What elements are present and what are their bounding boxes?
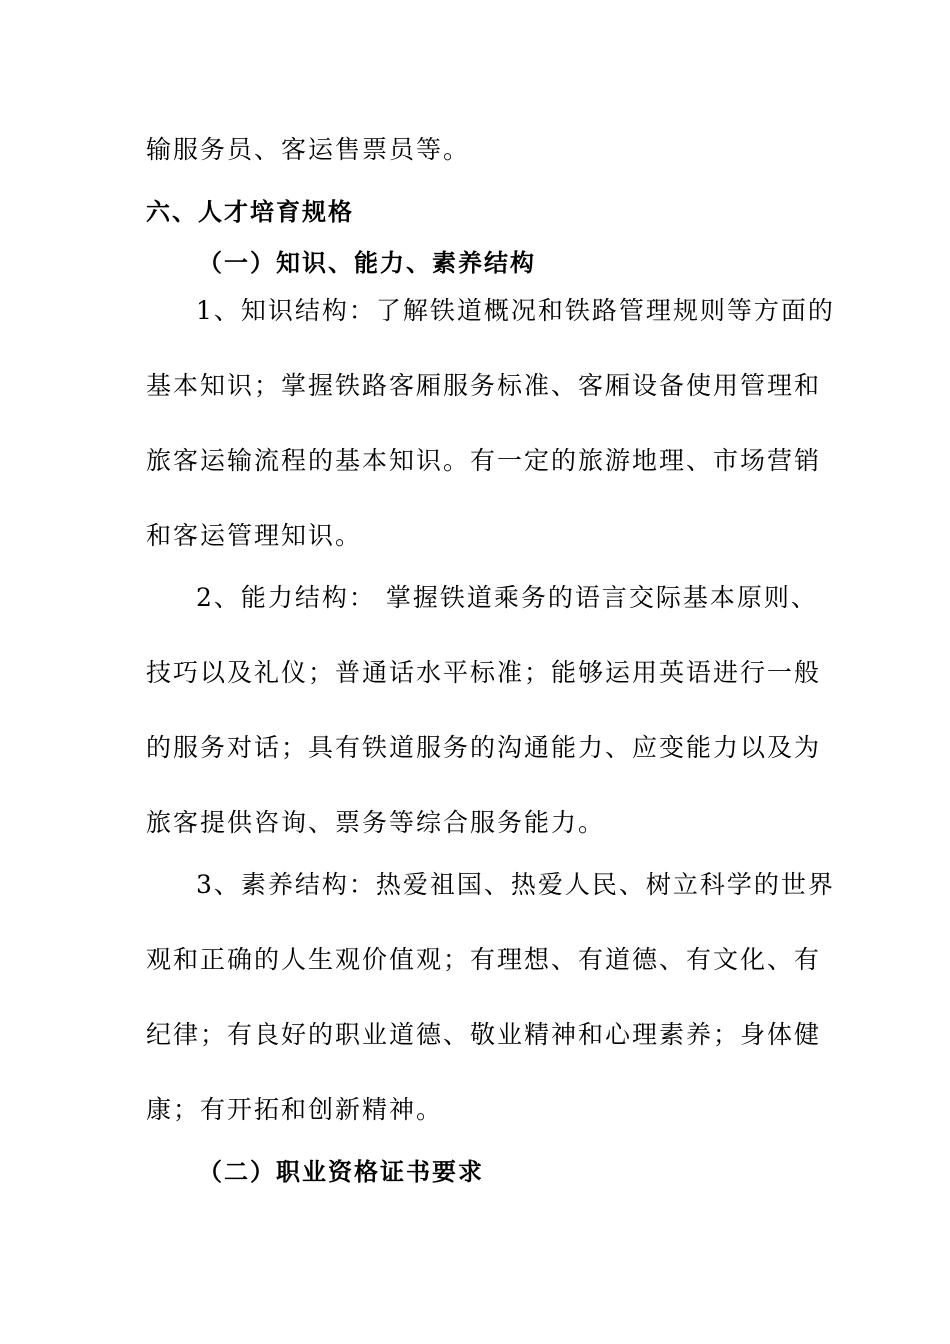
para3-line2: 观和正确的人生观价值观；有理想、有道德、有文化、有 [146, 945, 822, 974]
section-heading: 六、人才培育规格 [146, 198, 354, 226]
continuation-line: 输服务员、客运售票员等。 [146, 135, 471, 164]
para3-line3: 纪律；有良好的职业道德、敬业精神和心理素养；身体健 [146, 1020, 822, 1049]
para2-line3: 的服务对话；具有铁道服务的沟通能力、应变能力以及为 [146, 733, 822, 762]
para1-line2: 基本知识；掌握铁路客厢服务标准、客厢设备使用管理和 [146, 371, 822, 400]
para2-line4: 旅客提供咨询、票务等综合服务能力。 [146, 808, 606, 837]
para3-line1: 3、素养结构：热爱祖国、热爱人民、树立科学的世界 [196, 870, 835, 899]
para3-line4: 康；有开拓和创新精神。 [146, 1095, 444, 1124]
para2-line2: 技巧以及礼仪；普通话水平标准；能够运用英语进行一般 [146, 658, 822, 687]
para2-line1: 2、能力结构： 掌握铁道乘务的语言交际基本原则、 [196, 583, 818, 612]
subheading-certificates: （二）职业资格证书要求 [198, 1158, 484, 1186]
para1-line4: 和客运管理知识。 [146, 521, 363, 550]
subheading-structure: （一）知识、能力、素养结构 [198, 249, 536, 277]
para1-line1: 1、知识结构：了解铁道概况和铁路管理规则等方面的 [196, 296, 835, 325]
para1-line3: 旅客运输流程的基本知识。有一定的旅游地理、市场营销 [146, 446, 822, 475]
